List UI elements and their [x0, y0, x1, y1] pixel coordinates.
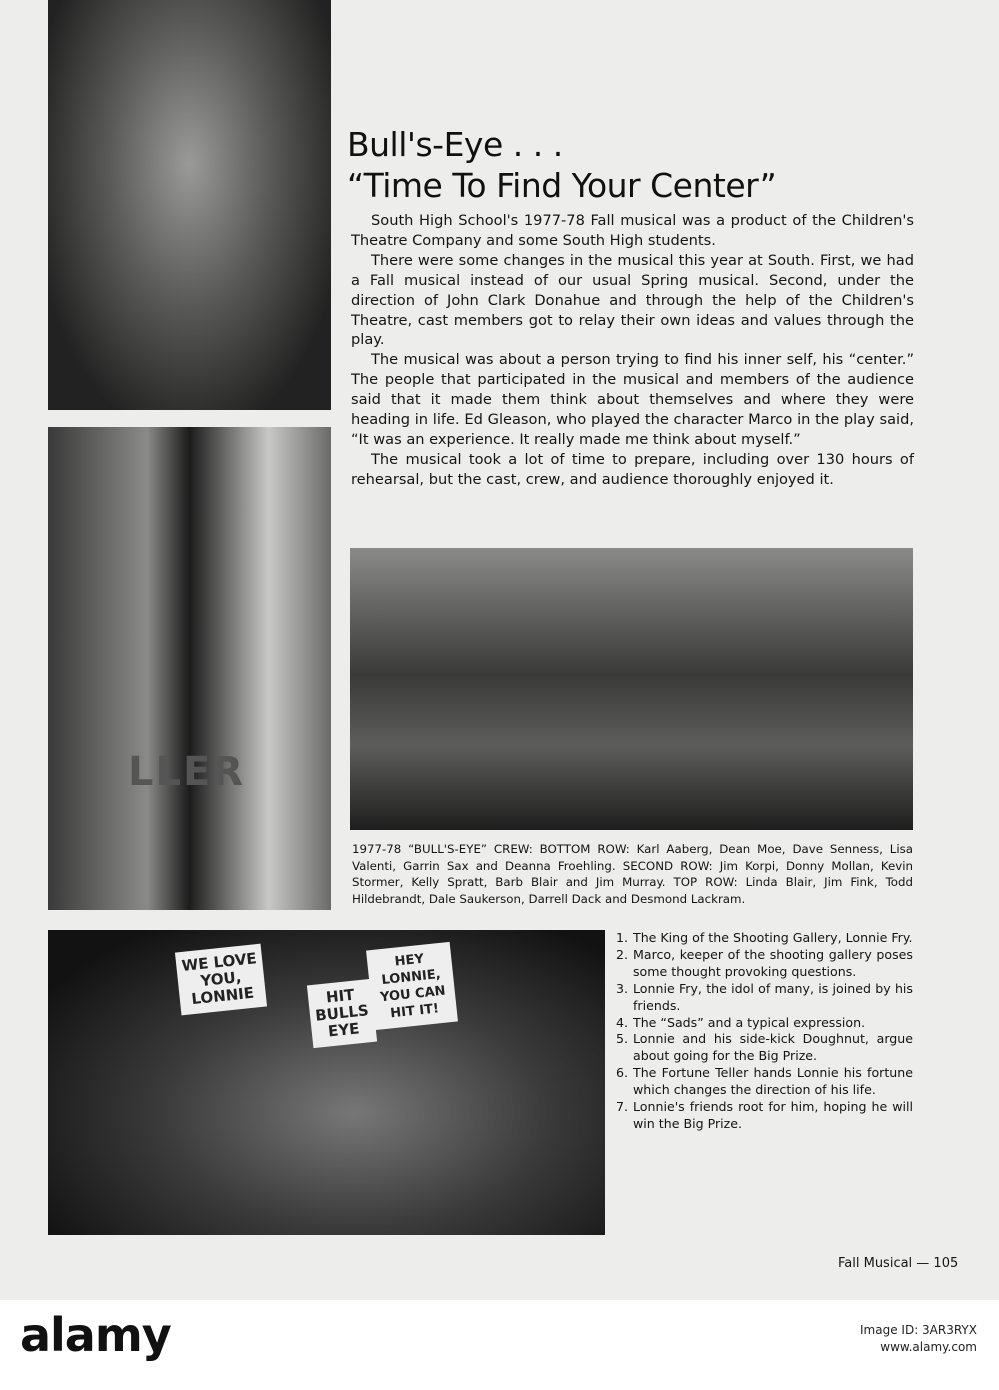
paragraph: There were some changes in the musical this year at South. First, we had a Fall musical instead of our usual Spring musical. Second, under the direction of John Clark Donahue and through the help of the Children's Theatre, cast members got to relay their own ideas and values through the play. — [351, 251, 914, 349]
photo-caption-list — [603, 930, 913, 1133]
photo-king-of-shooting-gallery — [48, 0, 331, 410]
article-body — [351, 211, 914, 490]
watermark-logo: alamy — [20, 1308, 171, 1362]
caption-item — [603, 981, 913, 1015]
caption-item — [603, 1065, 913, 1099]
sign-hey-lonnie: HEY LONNIE, YOU CAN HIT IT! — [366, 942, 458, 1030]
caption-number: 2. — [615, 946, 628, 962]
watermark-info — [860, 1322, 977, 1356]
caption-text: Marco, keeper of the shooting gallery poses some thought provoking questions. — [633, 946, 913, 979]
caption-text: The Fortune Teller hands Lonnie his fortune which changes the direction of his life. — [633, 1065, 913, 1098]
page-footer: Fall Musical — 105 — [838, 1256, 959, 1271]
crew-caption: 1977-78 “BULL'S-EYE” CREW: BOTTOM ROW: Karl Aaberg, Dean Moe, Dave Senness, Lisa Valenti, Garrin Sax and Deanna Froehling. SECOND ROW: Jim Korpi, Donny Mollan, Kevin Stormer, Kelly Spratt, Barb Blair and Jim Murray. TOP ROW: Linda Blair, Jim Fink, Todd Hildebrandt, Dale Saukerson, Darrell Dack and Desmond Lackram. — [352, 842, 913, 906]
image-id: Image ID: 3AR3RYX — [860, 1323, 977, 1337]
caption-text: Lonnie's friends root for him, hoping he will win the Big Prize. — [633, 1099, 913, 1131]
caption-number: 5. — [615, 1031, 628, 1047]
caption-item — [603, 1031, 913, 1065]
watermark-bar — [0, 1300, 999, 1390]
paragraph: The musical was about a person trying to find his inner self, his “center.” The people that participated in the musical and members of the audience said that it made them think about themselves and where they were heading in life. Ed Gleason, who played the character Marco in the play said, “It was an experience. It really made me think about myself.” — [351, 351, 914, 448]
caption-item — [603, 1015, 913, 1032]
caption-text: The “Sads” and a typical expression. — [633, 1014, 866, 1030]
caption-text: Lonnie and his side-kick Doughnut, argue about going for the Big Prize. — [633, 1031, 913, 1064]
paragraph: The musical took a lot of time to prepare, including over 130 hours of rehearsal, but the cast, crew, and audience thoroughly enjoyed it. — [351, 450, 914, 488]
paragraph: South High School's 1977-78 Fall musical was a product of the Children's Theatre Company and some South High students. — [351, 212, 914, 249]
caption-item — [603, 930, 913, 947]
photo-fortune-teller — [48, 427, 331, 910]
photo-friends-cheering — [48, 930, 605, 1235]
caption-number: 1. — [615, 930, 628, 945]
sign-hit-bulls-eye: HIT BULLS EYE — [307, 979, 377, 1048]
caption-text: Lonnie Fry, the idol of many, is joined by his friends. — [633, 980, 913, 1013]
sign-we-love-you: WE LOVE YOU, LONNIE — [175, 944, 267, 1016]
caption-item — [603, 947, 913, 981]
photo-crew-group — [350, 548, 913, 830]
caption-text: The King of the Shooting Gallery, Lonnie Fry. — [633, 930, 913, 945]
title-line-2: “Time To Find Your Center” — [347, 166, 777, 205]
caption-number: 6. — [615, 1065, 628, 1081]
watermark-url: www.alamy.com — [880, 1340, 977, 1354]
stage-sign-text: LLER — [128, 749, 246, 795]
caption-item — [603, 1099, 913, 1133]
caption-number: 7. — [615, 1099, 628, 1115]
article-title — [347, 124, 776, 206]
title-line-1: Bull's-Eye . . . — [347, 125, 563, 164]
caption-number: 4. — [615, 1014, 628, 1030]
caption-number: 3. — [615, 980, 628, 996]
